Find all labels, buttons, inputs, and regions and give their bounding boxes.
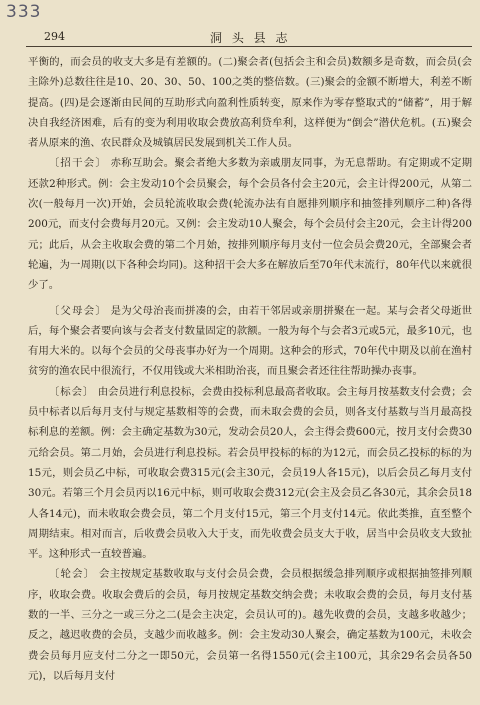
body-text bbox=[28, 52, 472, 686]
paragraph-text: 由会员进行利息投标，会费由投标利息最高者收取。会主每月按基数支付会费；会员中标者以后每月支付与规定基数相等的会费，而未取会费的会员，则各支付基数与当月最高投标利息的差额。例：会主确定基数为30元，发动会员20人，会主得会费600元，按月支付会费30元给会员。第二月始，会员进行利息投标。若会员甲投标的标的为12元，而会员乙投标的标的为15元，则会员乙中标，可收取会费315元(会主30元，会员19人各15元)，以后会员乙每月支付30元。若第三个月会员丙以16元中标，则可收取会费312元(会主及会员乙各30元，其余会员18人各14元)，而未收取会费会员，第二个月支付15元，第三个月支付14元。依此类推，直至整个周期结束。相对而言，后收费会员收入大于支，而先收费会员支大于收，居当中会员收支大致扯平。这种形式一直较普遍。 bbox=[28, 385, 472, 561]
term-heading: 〔父母会〕 bbox=[48, 304, 107, 317]
term-heading: 〔轮会〕 bbox=[48, 568, 96, 581]
paragraph-biao-hui bbox=[28, 382, 472, 565]
term-heading: 〔招干会〕 bbox=[48, 157, 107, 170]
paragraph-text: 平衡的，而会员的收支大多是有差额的。(二)聚会者(包括会主和会员)数额多是奇数，而会员(会主除外)总数往往是10、20、30、50、100之类的整倍数。(三)聚会的金额不断增大，利差不断提高。(四)是会逐渐由民间的互助形式向盈利性质转变，原来作为零存整取式的“储蓄”，用于解决自我经济困难，后有的变为利用收取会费放高利贷牟利，这样便为“倒会”潜伏危机。(五)聚会者从原来的渔、农民群众及城镇居民发展到机关工作人员。 bbox=[28, 56, 472, 150]
handwritten-page-number: 333 bbox=[6, 2, 42, 22]
page-number: 294 bbox=[44, 30, 65, 43]
term-heading: 〔标会〕 bbox=[48, 385, 95, 398]
paragraph-zhaogan-hui bbox=[28, 153, 472, 295]
running-title: 洞 头 县 志 bbox=[210, 31, 291, 45]
paragraph-text: 是为父母治丧而拼凑的会，由若干邻居或亲朋拼聚在一起。某与会者父母逝世后，每个聚会者要向该与会者支付数量固定的款额。一般为每个与会者3元或5元，最多10元，也有用大米的。以每个会员的父母丧事办好为一个周期。这种会的形式，70年代中期及以前在渔村贫穷的渔农民中很流行，不仅用钱或大米相助治丧，而且聚会者还往往帮助操办丧事。 bbox=[28, 304, 473, 378]
paragraph-lun-hui bbox=[28, 564, 472, 686]
paragraph-fumu-hui bbox=[28, 301, 472, 382]
paragraph-text: 会主按规定基数收取与支付会员会费，会员根据缓急排列顺序或根据抽签排列顺序，收取会费。收取会费后的会员，每月按规定基数交纳会费；未收取会费的会员，每月支付基数的一半、三分之一或三分之二(是会主决定，会员认可的)。越先收费的会员，支越多收越少；反之，越迟收费的会员，支越少而收越多。例：会主发动30人聚会，确定基数为100元，未收会费会员每月应支付二分之一即50元，会员第一名得1550元(会主100元，其余29名会员各50元)，以后每月支付 bbox=[28, 568, 472, 682]
paragraph-text: 赤称互助会。聚会者绝大多数为亲戚朋友同事，为无息帮助。有定期或不定期还款2种形式。例：会主发动10个会员聚会，每个会员各付会主20元，会主计得200元，从第二次(一般每月一次)开始，会员轮流收取会费(轮流办法有自愿排列顺序和抽签排列顺序二种)各得200元，而支付会费每月20元。又例：会主发动10人聚会，每个会员付会主20元，会主计得200元；此后，从会主收取会费的第二个月始，按排列顺序每月支付一位会员会费20元，全部聚会者轮遍，为一周期(以下各种会均同)。这种招干会大多在解放后至70年代末流行，80年代以来就很少了。 bbox=[28, 157, 473, 292]
paragraph-continued bbox=[28, 52, 472, 153]
header-rule bbox=[26, 46, 472, 47]
